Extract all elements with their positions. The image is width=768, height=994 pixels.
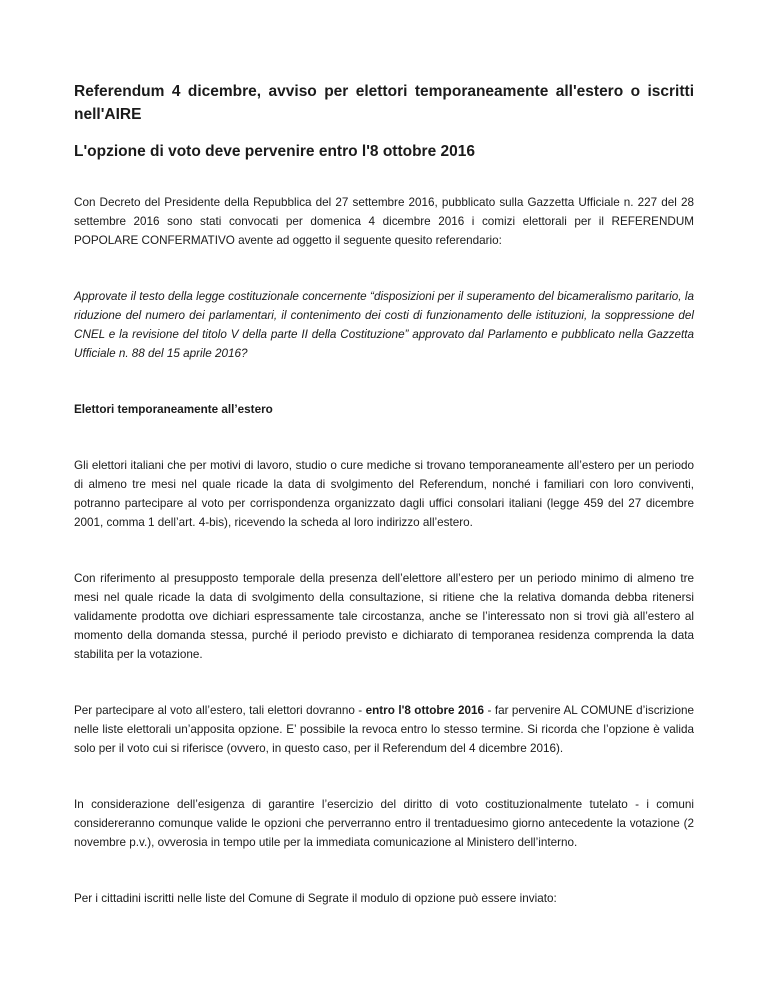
paragraph-eligibility: Gli elettori italiani che per motivi di lavoro, studio o cure mediche si trovano temporaneamente all’estero per un periodo di almeno tre mesi nel quale ricade la data di svolgimento del Referendum, nonché i familiari con loro conviventi, potranno partecipare al voto per corrispondenza organizzato dagli uffici consolari italiani (legge 459 del 27 dicembre 2001, comma 1 dell’art. 4-bis), ricevendo la scheda al loro indirizzo all’estero. bbox=[74, 459, 694, 529]
intro-paragraph: Con Decreto del Presidente della Repubblica del 27 settembre 2016, pubblicato sulla Gazzetta Ufficiale n. 227 del 28 settembre 2016 sono stati convocati per domenica 4 dicembre 2016 i comizi elettorali per il REFERENDUM POPOLARE CONFERMATIVO avente ad oggetto il seguente quesito referendario: bbox=[74, 196, 694, 247]
document-page bbox=[74, 80, 694, 908]
page-subtitle: L'opzione di voto deve pervenire entro l'8 ottobre 2016 bbox=[74, 143, 475, 160]
paragraph-time-requirement: Con riferimento al presupposto temporale della presenza dell’elettore all’estero per un periodo minimo di almeno tre mesi nel quale ricade la data di svolgimento della consultazione, si ritiene che la relativa domanda debba ritenersi validamente prodotta ove dichiari espressamente tale circostanza, anche se l’interessato non si trovi già all’estero al momento della domanda stessa, purché il periodo previsto e dichiarato di temporanea residenza comprenda la data stabilita per la votazione. bbox=[74, 572, 694, 661]
section-heading: Elettori temporaneamente all’estero bbox=[74, 403, 273, 416]
paragraph-validity: In considerazione dell’esigenza di garantire l’esercizio del diritto di voto costituzionalmente tutelato - i comuni considereranno comunque valide le opzioni che perverranno entro il trentaduesimo giorno antecedente la votazione (2 novembre p.v.), ovverosia in tempo utile per la immediata comunicazione al Ministero dell’interno. bbox=[74, 798, 694, 849]
referendum-question: Approvate il testo della legge costituzionale concernente “disposizioni per il superamento del bicameralismo paritario, la riduzione del numero dei parlamentari, il contenimento dei costi di funzionamento delle istituzioni, la soppressione del CNEL e la revisione del titolo V della parte II della Costituzione” approvato dal Parlamento e pubblicato nella Gazzetta Ufficiale n. 88 del 15 aprile 2016? bbox=[74, 290, 694, 360]
deadline-text-before: Per partecipare al voto all’estero, tali elettori dovranno - bbox=[74, 704, 366, 717]
deadline-text-after: - far pervenire AL COMUNE d’iscrizione nelle liste elettorali un’apposita opzione. E’ possibile la revoca entro lo stesso termine. Si ricorda che l’opzione è valida solo per il voto cui si riferisce (ovvero, in questo caso, per il Referendum del 4 dicembre 2016). bbox=[74, 704, 694, 755]
page-title: Referendum 4 dicembre, avviso per elettori temporaneamente all'estero o iscritti nell'AIRE bbox=[74, 83, 694, 123]
paragraph-segrate: Per i cittadini iscritti nelle liste del Comune di Segrate il modulo di opzione può essere inviato: bbox=[74, 892, 557, 905]
deadline-date: entro l'8 ottobre 2016 bbox=[365, 704, 485, 717]
paragraph-deadline bbox=[74, 701, 694, 758]
